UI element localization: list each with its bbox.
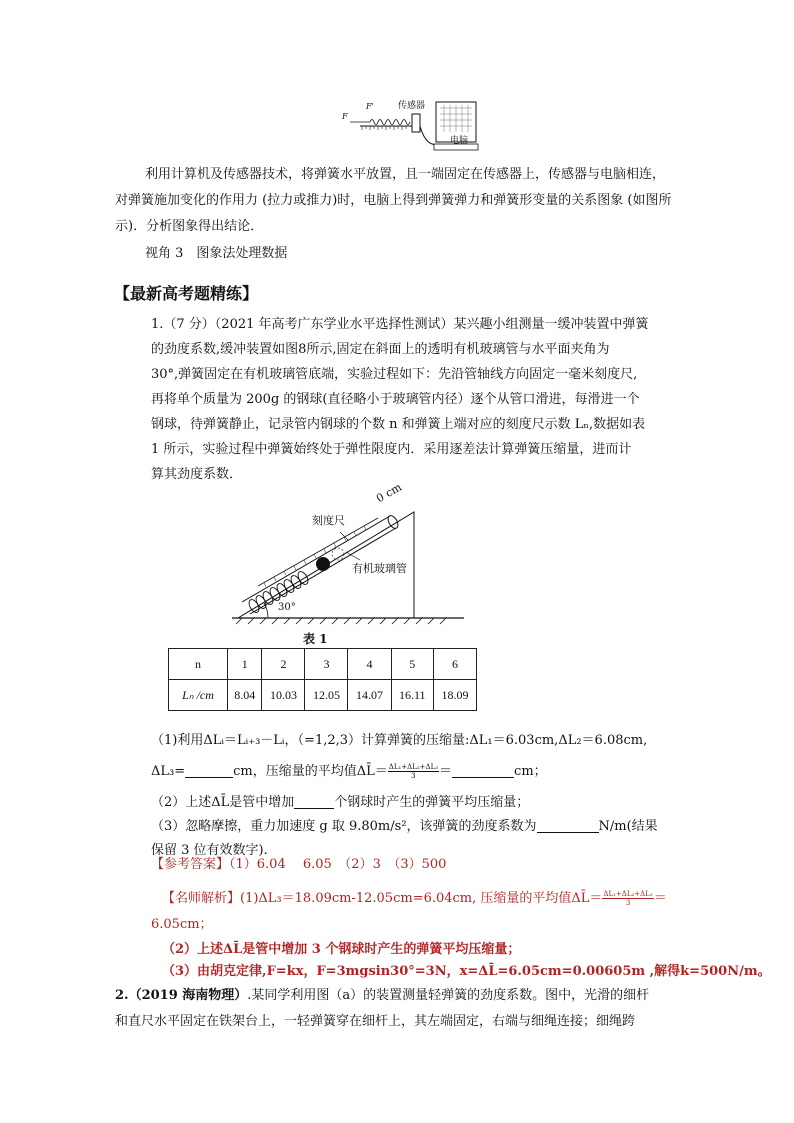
q2-line-2: 和直尺水平固定在铁架台上，一轻弹簧穿在细杆上，其左端固定，右端与细绳连接；细绳跨	[115, 1014, 636, 1029]
analysis-l1-text: 【名师解析】(1)ΔL₃＝18.09cm-12.05cm=6.04cm, 压缩量的平均值ΔL̄＝	[162, 891, 603, 906]
table-row-n	[169, 649, 477, 680]
table-cell: 14.07	[348, 680, 391, 711]
table-header-n: n	[169, 649, 228, 680]
q1-line-2: 的劲度系数,缓冲装置如图8所示,固定在斜面上的透明有机玻璃管与水平面夹角为	[151, 342, 610, 357]
sub3-a: （3）忽略摩擦，重力加速度 g 取 9.80m/s²，该弹簧的劲度系数为	[151, 819, 537, 834]
analysis-fraction	[602, 890, 653, 907]
viewpoint-heading: 视角 3 图象法处理数据	[145, 246, 288, 261]
label-sensor: 传感器	[398, 101, 426, 111]
table-cell: 12.05	[305, 680, 348, 711]
label-ruler: 刻度尺	[312, 514, 345, 527]
analysis-line-1	[162, 887, 667, 911]
sub1-line-b	[151, 760, 547, 784]
sub1-b2: cm，压缩量的平均值ΔL̄＝	[233, 764, 388, 779]
q1-line-4: 再将单个质量为 200g 的钢球(直径略小于玻璃管内径）逐个从管口滑进，每滑进一个	[151, 392, 640, 407]
table-cell: 16.11	[391, 680, 433, 711]
blank-avg[interactable]	[452, 763, 514, 778]
q1-line-6: 1 所示，实验过程中弹簧始终处于弹性限度内．采用逐差法计算弹簧压缩量，进而计	[151, 442, 632, 457]
q1-line-5: 钢球，待弹簧静止，记录管内钢球的个数 n 和弹簧上端对应的刻度尺示数 Lₙ,数据如表	[151, 417, 646, 432]
intro-line-2: 对弹簧施加变化的作用力 (拉力或推力)时，电脑上得到弹簧弹力和弹簧形变量的关系图象 (如图所	[115, 193, 672, 208]
table-cell: 4	[348, 649, 391, 680]
q1-line-3: 30°,弹簧固定在有机玻璃管底端，实验过程如下：先沿管轴线方向固定一毫米刻度尺,	[151, 367, 638, 382]
label-zero-cm: 0 cm	[374, 480, 404, 506]
analysis-line-4: （3）由胡克定律,F=kx，F=3mgsin30°=3N，x=ΔL̄=6.05cm=0.00605m ,解得k=500N/m。	[162, 964, 771, 979]
label-tube: 有机玻璃管	[352, 562, 407, 575]
sub3-line-a	[151, 815, 658, 839]
label-angle: 30°	[278, 602, 296, 613]
table-row-L	[169, 680, 477, 711]
table-cell: 18.09	[433, 680, 476, 711]
fraction-avg	[388, 763, 439, 780]
q2-line-1	[115, 984, 649, 1008]
analysis-line-3: （2）上述ΔL̄是管中增加 3 个钢球时产生的弹簧平均压缩量；	[162, 942, 521, 957]
table-header-L: Lₙ /cm	[169, 680, 228, 711]
sub2-a: （2）上述ΔL̄是管中增加	[151, 795, 295, 810]
label-F: F	[342, 112, 348, 121]
sub1-b3: ＝	[439, 764, 453, 779]
intro-line-1: 利用计算机及传感器技术，将弹簧水平放置，且一端固定在传感器上，传感器与电脑相连，	[145, 167, 666, 182]
fraction-denominator: 3	[411, 772, 416, 780]
section-title: 【最新高考题精练】	[114, 284, 259, 303]
blank-k[interactable]	[537, 818, 599, 833]
label-F-prime: F'	[366, 102, 374, 111]
sub1-line-a: （1)利用ΔLᵢ＝Lᵢ₊₃－Lᵢ，（=1,2,3）计算弹簧的压缩量:ΔL₁＝6.03cm,ΔL₂＝6.08cm,	[151, 733, 648, 748]
blank-ball-count[interactable]	[294, 794, 334, 809]
sensor-figure	[340, 96, 480, 158]
blank-dl3[interactable]	[185, 763, 233, 778]
table-cell: 10.03	[262, 680, 305, 711]
incline-diagram	[228, 490, 468, 630]
fraction-numerator: ΔL₁+ΔL₂+ΔL₃	[388, 763, 439, 771]
table-cell: 3	[305, 649, 348, 680]
q1-line-1: 1.（7 分）（2021 年高考广东学业水平选择性测试）某兴趣小组测量一缓冲装置中弹簧	[151, 317, 649, 332]
analysis-l1-end: ＝	[653, 891, 667, 906]
q2-line1-text: .某同学利用图（a）的装置测量轻弹簧的劲度系数。图中，光滑的细杆	[247, 988, 650, 1003]
table-cell: 2	[262, 649, 305, 680]
sub3-line-c: 保留 3 位有效数字).	[151, 843, 268, 858]
table-caption: 表 1	[303, 632, 328, 646]
table-cell: 1	[228, 649, 262, 680]
data-table	[168, 648, 477, 711]
analysis-fraction-numerator: ΔL₁+ΔL₂+ΔL₃	[603, 890, 653, 898]
sub2-b: 个钢球时产生的弹簧平均压缩量；	[334, 795, 530, 810]
q2-source: 2.（2019 海南物理）	[115, 988, 248, 1003]
incline-figure	[228, 480, 468, 630]
analysis-line-2: 6.05cm；	[151, 917, 213, 932]
sub1-b4: cm；	[514, 764, 547, 779]
q1-line-7: 算其劲度系数．	[151, 467, 243, 482]
label-computer: 电脑	[450, 136, 469, 146]
table-cell: 5	[391, 649, 433, 680]
sub2-line	[151, 791, 529, 815]
table-cell: 8.04	[228, 680, 262, 711]
sub3-b: N/m(结果	[598, 819, 658, 834]
sub1-b1: ΔL₃=	[151, 764, 186, 779]
intro-line-3: 示)．分析图象得出结论．	[115, 219, 264, 234]
table-cell: 6	[433, 649, 476, 680]
reference-answer: 【参考答案】（1）6.04 6.05 （2）3 （3）500	[151, 857, 447, 872]
analysis-fraction-denominator: 3	[625, 899, 631, 907]
